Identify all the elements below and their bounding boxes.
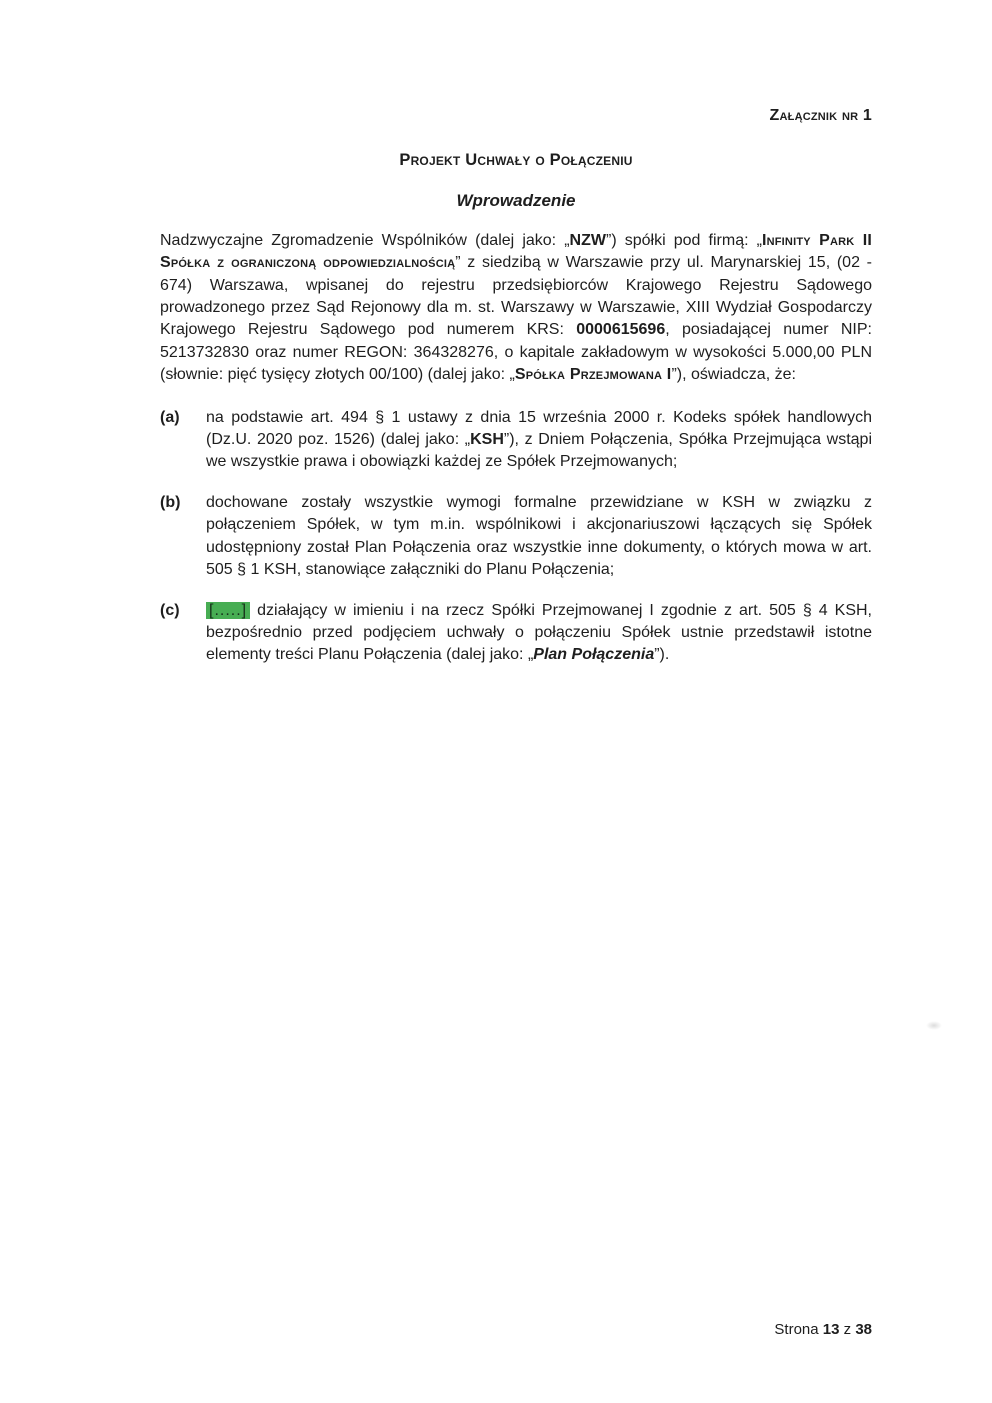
text-run: działający w imieniu i na rzecz Spółki Przejmowanej I zgodnie z art. 505 § 4 KSH, bezpośrednio przed podjęciem uchwały o połączeniu Spółek ustnie przedstawił istotne elementy treści Planu Połączenia (dalej jako: „: [206, 601, 872, 664]
list-marker-b: (b): [160, 493, 181, 511]
text-run: ”), z Dniem Połączenia, Spółka Przejmująca wstąpi we wszystkie prawa i obowiązki każdej ze Spółek Przejmowanych;: [206, 431, 873, 471]
text-run: KSH: [470, 431, 504, 449]
text-run: ” z siedzibą w Warszawie przy ul. Marynarskiej 15, (02 - 674) Warszawa, wpisanej do rejestru przedsiębiorców Krajowego Rejestru Sądowego prowadzonego przez Sąd Rejonowy dla m. st. Warszawy w Warszawie, XIII Wydział Gospodarczy Krajowego Rejestru Sądowego pod numerem KRS:: [160, 254, 873, 339]
placeholder-highlight: [.....]: [206, 602, 250, 619]
text-run: dochowane zostały wszystkie wymogi formalne przewidziane w KSH w związku z połączeniem Spółek, w tym m.in. wspólnikowi i akcjonariuszowi łączących się Spółek udostępniony został Plan Połączenia oraz wszystkie inne dokumenty, o których mowa w art. 505 § 1 KSH, stanowiące załączniki do Planu Połączenia;: [206, 493, 872, 579]
text-run: 13: [822, 1321, 840, 1338]
list-item-c: [160, 600, 872, 667]
list-item-b: [160, 492, 872, 582]
document-subtitle: Wprowadzenie: [456, 191, 576, 211]
text-run: ”), oświadcza, że:: [671, 366, 796, 384]
document-content: [160, 149, 872, 667]
text-run: Nadzwyczajne Zgromadzenie Wspólników (dalej jako: „: [160, 231, 570, 249]
text-run: na podstawie art. 494 § 1 ustawy z dnia 15 września 2000 r. Kodeks spółek handlowych (Dz.U. 2020 poz. 1526) (dalej jako: „: [206, 408, 872, 449]
text-run: , posiadającej numer NIP: 5213732830 oraz numer REGON: 364328276, o kapitale zakładowym w wysokości 5.000,00 PLN (słownie: pięć tysięcy złotych 00/100) (dalej jako: „: [160, 321, 872, 384]
list-item-text-c: [206, 600, 872, 667]
text-run: ”) spółki pod firmą: „: [605, 231, 762, 249]
text-run: Strona: [774, 1321, 823, 1338]
text-run: Spółka Przejmowana I: [514, 366, 672, 384]
text-run: NZW: [569, 231, 606, 249]
list-item-a: [160, 407, 872, 474]
clause-list: [160, 407, 872, 667]
document-title: Projekt Uchwały o Połączeniu: [399, 151, 633, 169]
intro-paragraph: [160, 230, 872, 387]
list-marker-a: (a): [160, 408, 180, 426]
attachment-label: Załącznik nr 1: [769, 107, 872, 124]
list-item-text-a: [206, 407, 872, 474]
list-marker-c: (c): [160, 601, 180, 619]
text-run: Plan Połączenia: [533, 646, 655, 664]
list-item-text-b: [206, 492, 872, 582]
text-run: 0000615696: [576, 321, 666, 339]
page-footer: [774, 1321, 872, 1339]
scan-artifact: [926, 1021, 942, 1030]
text-run: 38: [855, 1321, 872, 1338]
text-run: z: [839, 1321, 856, 1338]
text-run: Infinity Park II Spółka z ograniczoną odpowiedzialnością: [160, 231, 872, 272]
text-run: ”).: [654, 646, 670, 664]
